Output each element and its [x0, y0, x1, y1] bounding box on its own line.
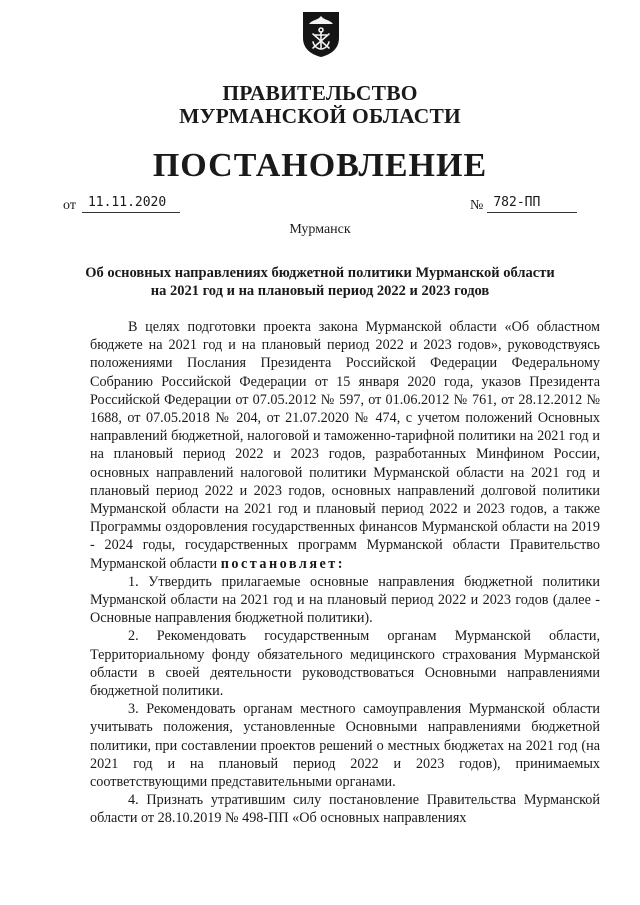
preamble-text: В целях подготовки проекта закона Мурманской области «Об областном бюджете на 2021 год и на плановый период 2022 и 2023 годов», руководствуясь положениями Послания Президента Российской Федерации Федеральному Собранию Российской Федерации от 15 января 2020 года, указов Президента Российской Федерации от 07.05.2012 № 597, от 01.06.2012 № 761, от 28.12.2012 № 1688, от 07.05.2018 № 204, от 21.07.2020 № 474, с учетом положений Основных направлений бюджетной, налоговой и таможенно-тарифной политики на 2021 год и на плановый период 2022 и 2023 годов, разработанных Минфином России, основных направлений налоговой политики Мурманской области на 2021 год и плановый период 2022 и 2023 годов, основных направлений долговой политики Мурманской области на 2021 год и плановый период 2022 и 2023 годов, а также Программы оздоровления государственных финансов Мурманской области на 2019 - 2024 годы, государственных программ Мурманской области Правительство Мурманской области [90, 319, 600, 572]
org-name-line1: ПРАВИТЕЛЬСТВО [222, 81, 418, 105]
preamble-paragraph [90, 318, 600, 573]
document-date: 11.11.2020 [82, 194, 180, 213]
number-prefix: № [470, 198, 484, 213]
item-1: 1. Утвердить прилагаемые основные направления бюджетной политики Мурманской области на 2021 год и на плановый период 2022 и 2023 годов (далее - Основные направления бюджетной политики). [90, 573, 600, 627]
coat-of-arms-icon [301, 10, 341, 58]
item-3: 3. Рекомендовать органам местного самоуправления Мурманской области учитывать положения, установленные Основными направлениями бюджетной политики, при составлении проектов решений о местных бюджетах на 2021 год (на 2021 год и на плановый период 2022 и 2023 годов), принимаемых соответствующими представительными органами. [90, 701, 600, 791]
number-field [470, 197, 577, 216]
document-body [90, 318, 600, 828]
title-line2: на 2021 год и на плановый период 2022 и 2023 годов [150, 283, 490, 299]
item-4: 4. Признать утратившим силу постановление Правительства Мурманской области от 28.10.2019 № 498-ПП «Об основных направлениях [90, 792, 600, 827]
document-type: ПОСТАНОВЛЕНИЕ [152, 147, 488, 184]
decree-word: постановляет: [220, 555, 346, 572]
date-field [63, 197, 180, 216]
title-line1: Об основных направлениях бюджетной политики Мурманской области [85, 265, 555, 281]
item-2: 2. Рекомендовать государственным органам Мурманской области, Территориальному фонду обязательного медицинского страхования Мурманской области в своей деятельности руководствоваться Основными направлениями бюджетной политики. [90, 628, 600, 700]
document-title [80, 264, 560, 300]
date-prefix: от [63, 198, 76, 213]
org-name-line2: МУРМАНСКОЙ ОБЛАСТИ [179, 104, 461, 128]
document-number: 782-ПП [487, 194, 577, 213]
city: Мурманск [289, 222, 351, 237]
